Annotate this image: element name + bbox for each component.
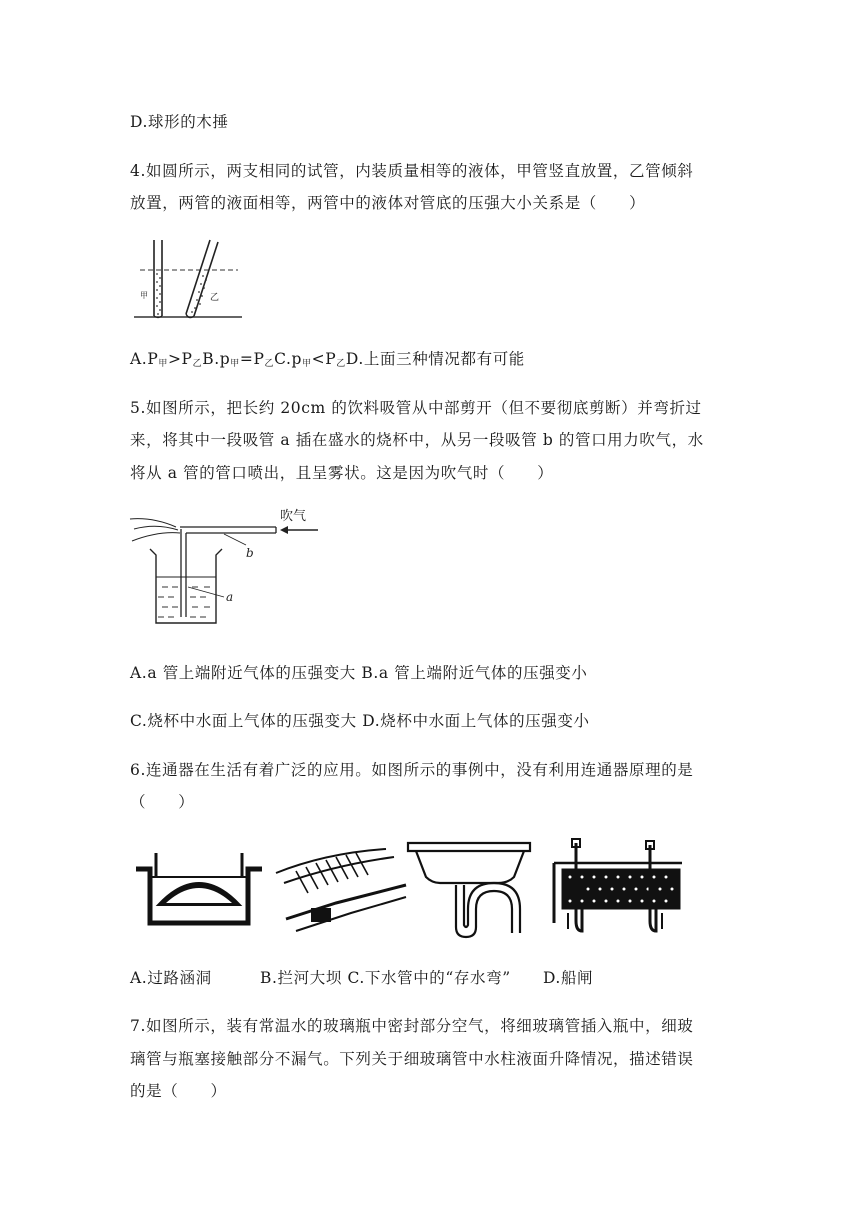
q5-text-line3: 将从 a 管的管口喷出，且呈雾状。这是因为吹气时（ ） — [130, 464, 554, 482]
q6-fig-ship-lock — [554, 839, 682, 931]
q7-text-line1: 7.如图所示，装有常温水的玻璃瓶中密封部分空气，将细玻璃管插入瓶中，细玻 — [130, 1017, 694, 1035]
q5-fig-label-a: a — [226, 590, 234, 604]
q5-options-line2: C.烧杯中水面上气体的压强变大 D.烧杯中水面上气体的压强变小 — [130, 712, 590, 730]
q4-options: $A.P_甲>P_乙B.p_甲=P_乙C.p_甲<P_乙D$.上面三种情况都有可能 — [130, 350, 525, 369]
q5-fig-label-blow: 吹气 — [280, 509, 307, 524]
q6-fig-sink-trap — [408, 843, 530, 937]
q5-fig-label-b: b — [246, 546, 254, 560]
q4-test-tubes-figure — [130, 236, 245, 322]
q4-fig-label-jia: 甲 — [140, 291, 148, 300]
q5-options-line1: A.a 管上端附近气体的压强变大 B.a 管上端附近气体的压强变小 — [130, 664, 588, 682]
q6-text-line2: （ ） — [130, 793, 195, 811]
q5-text-line1: 5.如图所示，把长约 20cm 的饮料吸管从中部剪开（但不要彻底剪断）并弯折过 — [130, 399, 702, 417]
q3-option-d: D.球形的木捶 — [130, 113, 229, 131]
q5-straw-beaker-figure — [128, 505, 323, 630]
q6-connector-figures — [136, 833, 686, 941]
q6-fig-dam — [276, 849, 406, 931]
q6-options: A.过路涵洞 B.拦河大坝 C.下水管中的“存水弯” D.船闸 — [130, 969, 594, 987]
q4-text-line2: 放置，两管的液面相等，两管中的液体对管底的压强大小关系是（ ） — [130, 194, 646, 212]
q6-text-line1: 6.连通器在生活有着广泛的应用。如图所示的事例中，没有利用连通器原理的是 — [130, 761, 694, 779]
q6-fig-culvert — [136, 853, 262, 923]
q7-text-line2: 璃管与瓶塞接触部分不漏气。下列关于细玻璃管中水柱液面升降情况，描述错误 — [130, 1050, 694, 1068]
q4-fig-label-yi: 乙 — [210, 293, 220, 303]
q4-text-line1: 4.如圆所示，两支相同的试管，内装质量相等的液体，甲管竖直放置，乙管倾斜 — [130, 162, 694, 180]
q5-text-line2: 来，将其中一段吸管 a 插在盛水的烧杯中，从另一段吸管 b 的管口用力吹气，水 — [130, 431, 704, 449]
q7-text-line3: 的是（ ） — [130, 1082, 227, 1100]
